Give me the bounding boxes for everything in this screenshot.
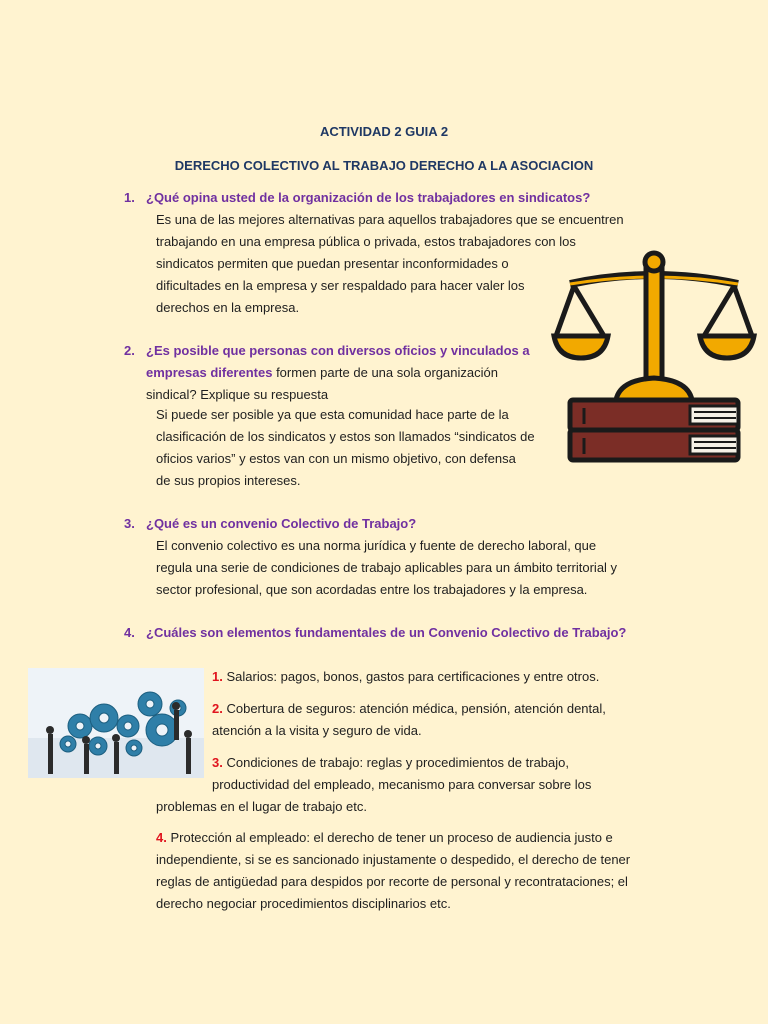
question-2 bbox=[124, 340, 544, 406]
question-3 bbox=[124, 513, 724, 535]
element-text: independiente, si se es sancionado injustamente o despedido, el derecho de tener bbox=[156, 852, 631, 867]
answer-line: sindicatos permiten que puedan presentar inconformidades o bbox=[156, 256, 509, 271]
answer-line: El convenio colectivo es una norma jurídica y fuente de derecho laboral, que bbox=[156, 538, 597, 553]
element-item-3-cont bbox=[156, 796, 746, 818]
question-text: sindical? Explique su respuesta bbox=[146, 387, 329, 402]
answer-line: regula una serie de condiciones de trabajo aplicables para un ámbito territorial y bbox=[156, 560, 618, 575]
element-text: problemas en el lugar de trabajo etc. bbox=[156, 799, 368, 814]
element-item-2 bbox=[212, 698, 752, 742]
answer-line: sector profesional, que son acordadas entre los trabajadores y la empresa. bbox=[156, 582, 588, 597]
element-text: Condiciones de trabajo: reglas y procedimientos de trabajo, bbox=[226, 755, 570, 770]
document-title: ACTIVIDAD 2 GUIA 2 bbox=[319, 124, 449, 139]
element-text: Protección al empleado: el derecho de tener un proceso de audiencia justo e bbox=[170, 830, 613, 845]
question-4 bbox=[124, 622, 744, 644]
question-number: 1. bbox=[124, 190, 135, 205]
answer-line: trabajando en una empresa pública o privada, estos trabajadores con los bbox=[156, 234, 576, 249]
question-text: ¿Es posible que personas con diversos oficios y vinculados a bbox=[146, 343, 530, 358]
question-text: ¿Qué opina usted de la organización de los trabajadores en sindicatos? bbox=[146, 190, 591, 205]
question-number: 4. bbox=[124, 625, 135, 640]
answer-line: derechos en la empresa. bbox=[156, 300, 300, 315]
element-text: atención a la visita y seguro de vida. bbox=[212, 723, 422, 738]
element-number: 3. bbox=[212, 755, 223, 770]
scales-of-justice-icon bbox=[550, 248, 758, 466]
question-text-highlight: empresas diferentes bbox=[146, 365, 273, 380]
element-text: reglas de antigüedad para despidos por recorte de personal y recontrataciones; el bbox=[156, 874, 628, 889]
element-number: 1. bbox=[212, 669, 223, 684]
question-number: 3. bbox=[124, 516, 135, 531]
answer-line: oficios varios” y estos van con un mismo objetivo, con defensa bbox=[156, 451, 516, 466]
element-text: derecho negociar procedimientos disciplinarios etc. bbox=[156, 896, 451, 911]
answer-line: dificultades en la empresa y ser respaldado para hacer valer los bbox=[156, 278, 525, 293]
document-subtitle: DERECHO COLECTIVO AL TRABAJO DERECHO A LA ASOCIACION bbox=[174, 158, 594, 173]
answer-3 bbox=[156, 535, 756, 601]
element-text: Cobertura de seguros: atención médica, pensión, atención dental, bbox=[226, 701, 606, 716]
element-item-4 bbox=[156, 827, 756, 915]
answer-line: clasificación de los sindicatos y estos son llamados “sindicatos de bbox=[156, 429, 535, 444]
element-number: 2. bbox=[212, 701, 223, 716]
question-text: formen parte de una sola organización bbox=[272, 365, 498, 380]
question-number: 2. bbox=[124, 343, 135, 358]
element-item-3 bbox=[212, 752, 752, 796]
element-text: productividad del empleado, mecanismo para conversar sobre los bbox=[212, 777, 592, 792]
question-text: ¿Cuáles son elementos fundamentales de un Convenio Colectivo de Trabajo? bbox=[146, 625, 627, 640]
gears-teamwork-illustration bbox=[28, 668, 204, 778]
answer-line: Si puede ser posible ya que esta comunidad hace parte de la bbox=[156, 407, 509, 422]
element-number: 4. bbox=[156, 830, 167, 845]
element-text: Salarios: pagos, bonos, gastos para certificaciones y entre otros. bbox=[226, 669, 600, 684]
element-item-1 bbox=[212, 666, 752, 688]
answer-line: Es una de las mejores alternativas para aquellos trabajadores que se encuentren bbox=[156, 212, 624, 227]
question-text: ¿Qué es un convenio Colectivo de Trabajo? bbox=[146, 516, 417, 531]
question-1 bbox=[124, 187, 724, 209]
answer-2 bbox=[156, 404, 566, 492]
answer-line: de sus propios intereses. bbox=[156, 473, 301, 488]
